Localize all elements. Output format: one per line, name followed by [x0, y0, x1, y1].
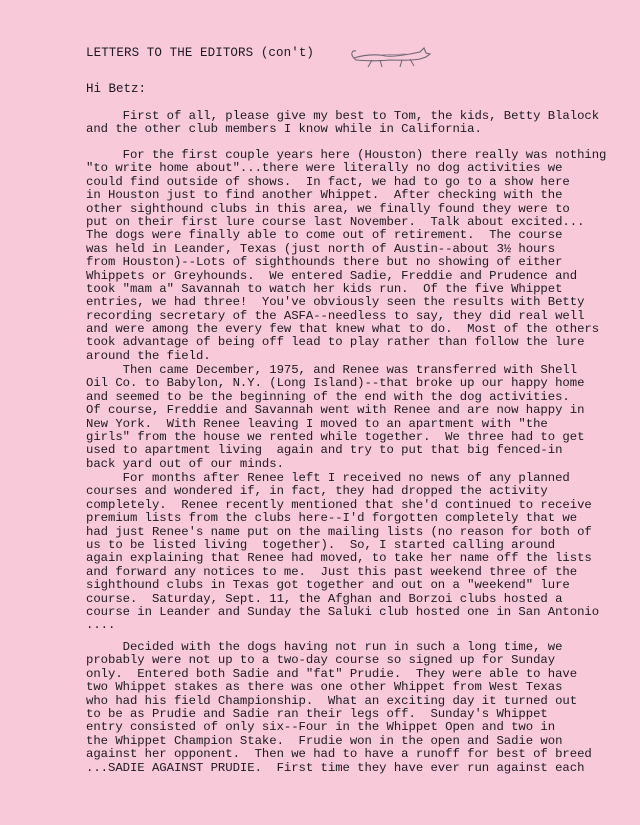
- text-line: other sighthound clubs in this area, we finally found they were to: [86, 201, 570, 216]
- text-line: and were among the every few that knew what to do. Most of the others: [86, 322, 600, 337]
- text-line: ...SADIE AGAINST PRUDIE. First time they have ever run against each: [86, 760, 585, 775]
- paragraph-greeting: [86, 110, 631, 137]
- text-line: ....: [86, 618, 116, 633]
- text-line: For the first couple years here (Houston) there really was nothing: [86, 148, 607, 162]
- text-line: around the field.: [86, 348, 211, 363]
- text-line: only. Entered both Sadie and "fat" Prudie. They were able to have: [86, 666, 578, 681]
- paragraph-december-1975: [86, 364, 631, 471]
- text-line: girls" from the house we rented while together. We three had to get: [86, 429, 585, 444]
- text-line: sighthound clubs in Texas got together and out on a "weekend" lure: [86, 578, 570, 593]
- text-line: First of all, please give my best to Tom, the kids, Betty Blalock: [86, 109, 600, 123]
- text-line: The dogs were finally able to come out of retirement. The course: [86, 228, 563, 243]
- text-line: who had his field Championship. What an exciting day it turned out: [86, 693, 578, 708]
- text-line: again explaining that Renee had moved, to take her name off the lists: [86, 551, 592, 566]
- text-line: Oil Co. to Babylon, N.Y. (Long Island)--that broke up our happy home: [86, 376, 585, 391]
- text-line: was held in Leander, Texas (just north of Austin--about 3½ hours: [86, 241, 556, 256]
- text-line: "to write home about"...there were literally no dog activities we: [86, 161, 563, 176]
- text-line: put on their first lure course last November. Talk about excited...: [86, 214, 585, 229]
- text-line: entries, we had three! You've obviously seen the results with Betty: [86, 295, 585, 310]
- text-line: and the other club members I know while in California.: [86, 122, 482, 137]
- text-line: New York. With Renee leaving I moved to an apartment with "the: [86, 416, 548, 431]
- text-line: and seemed to be the beginning of the end with the dog activities.: [86, 389, 570, 404]
- text-line: course in Leander and Sunday the Saluki club hosted one in San Antonio: [86, 604, 600, 619]
- text-line: course. Saturday, Sept. 11, the Afghan and Borzoi clubs hosted a: [86, 591, 563, 606]
- text-line: could find outside of shows. In fact, we had to go to a show here: [86, 174, 570, 189]
- text-line: us to be listed living together). So, I started calling around: [86, 537, 556, 552]
- text-line: Decided with the dogs having not run in such a long time, we: [86, 640, 563, 654]
- text-line: completely. Renee recently mentioned that she'd continued to receive: [86, 497, 592, 512]
- paragraph-sunday-course: [86, 641, 631, 775]
- hand-drawn-dog-doodle: [350, 42, 434, 70]
- text-line: to be as Prudie and Sadie ran their legs off. Sunday's Whippet: [86, 706, 548, 721]
- text-line: probably were not up to a two-day course so signed up for Sunday: [86, 653, 556, 668]
- text-line: had just Renee's name put on the mailing lists (no reason for both of: [86, 524, 592, 539]
- text-line: back yard out of our minds.: [86, 456, 284, 471]
- text-line: against her opponent. Then we had to have a runoff for best of breed: [86, 747, 592, 762]
- text-line: Then came December, 1975, and Renee was transferred with Shell: [86, 363, 578, 377]
- text-line: two Whippet stakes as there was one other Whippet from West Texas: [86, 680, 563, 695]
- text-line: used to apartment living again and try to put that big fenced-in: [86, 443, 563, 458]
- text-line: recording secretary of the ASFA--needless to say, they did real well: [86, 308, 585, 323]
- section-heading: LETTERS TO THE EDITORS (con't): [86, 46, 315, 60]
- text-line: courses and wondered if, in fact, they had dropped the activity: [86, 484, 548, 499]
- text-line: in Houston just to find another Whippet. After checking with the: [86, 188, 563, 203]
- text-line: Whippets or Greyhounds. We entered Sadie, Freddie and Prudence and: [86, 268, 578, 283]
- paragraph-months-after: [86, 472, 631, 633]
- salutation: Hi Betz:: [86, 82, 147, 96]
- text-line: entry consisted of only six--Four in the Whippet Open and two in: [86, 720, 556, 735]
- text-line: and forward any notices to me. Just this past weekend three of the: [86, 564, 578, 579]
- text-line: took "mam a" Savannah to watch her kids run. Of the five Whippet: [86, 281, 563, 296]
- text-line: Of course, Freddie and Savannah went with Renee and are now happy in: [86, 403, 585, 418]
- text-line: from Houston)--Lots of sighthounds there but no showing of either: [86, 255, 563, 270]
- text-line: the Whippet Champion Stake. Frudie won in the open and Sadie won: [86, 733, 563, 748]
- text-line: took advantage of being off lead to play rather than follow the lure: [86, 335, 585, 350]
- text-line: premium lists from the clubs here--I'd forgotten completely that we: [86, 511, 578, 526]
- text-line: For months after Renee left I received no news of any planned: [86, 471, 570, 485]
- paragraph-houston: [86, 149, 631, 363]
